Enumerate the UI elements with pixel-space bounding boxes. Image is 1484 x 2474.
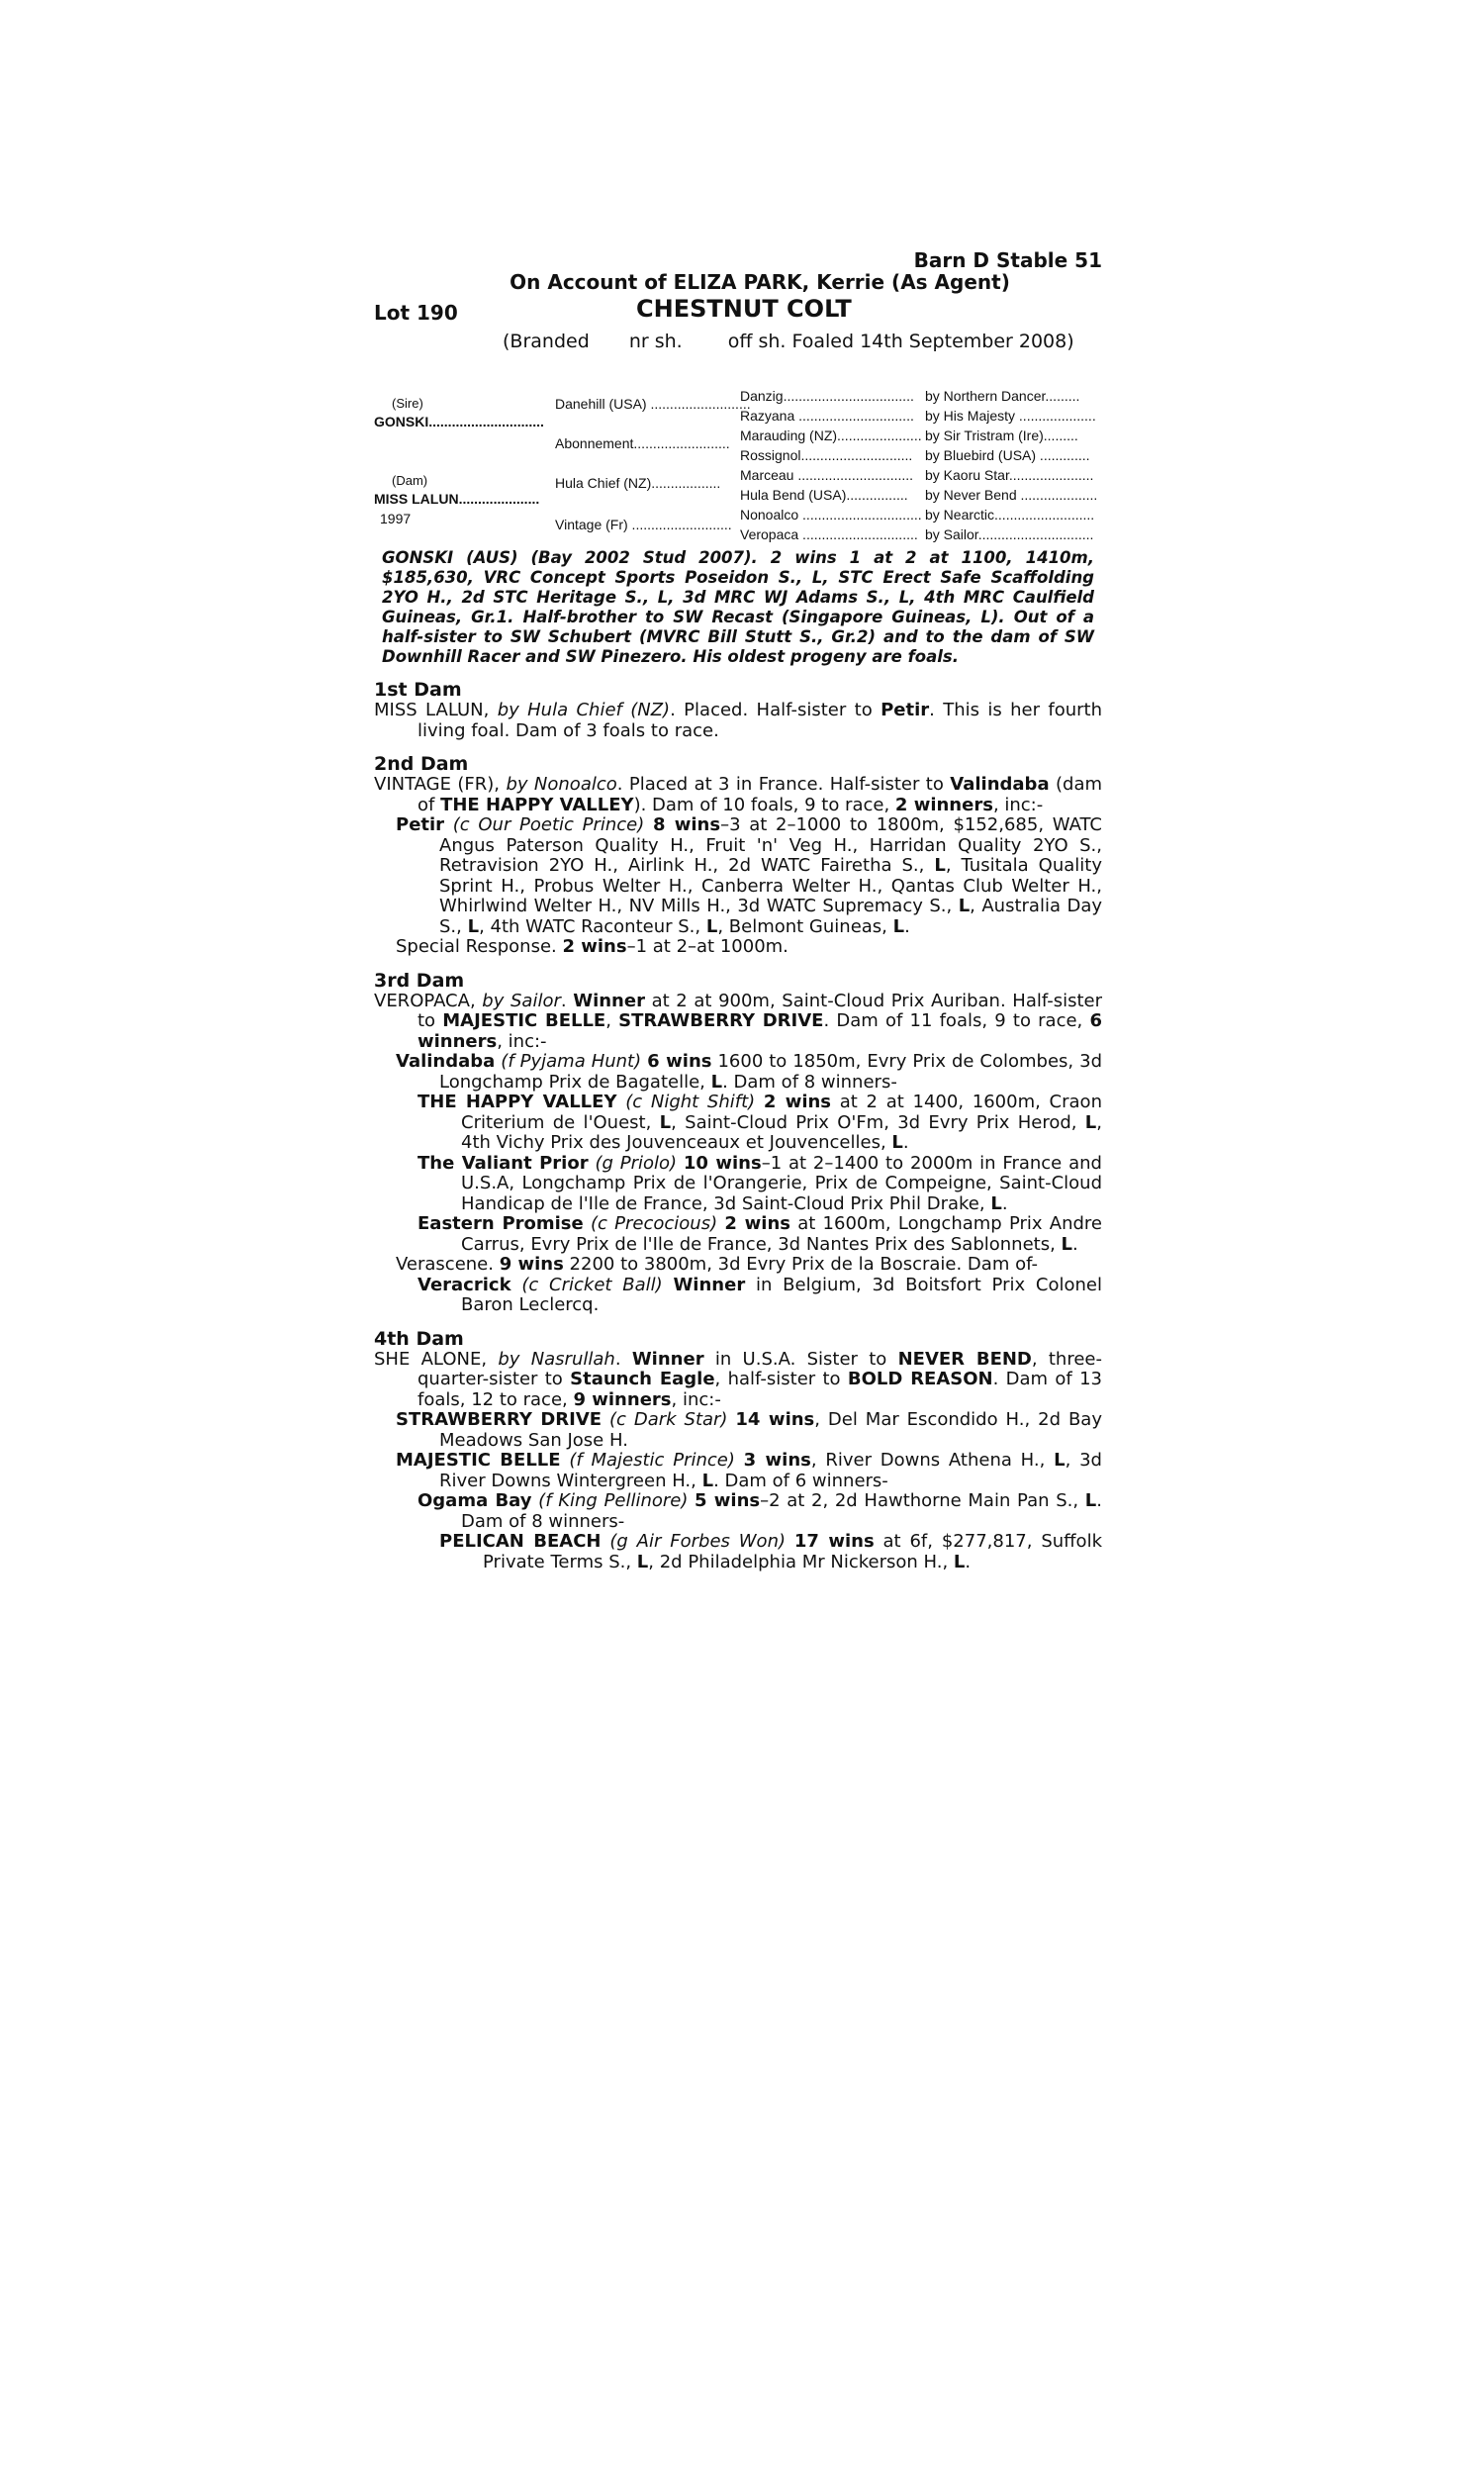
vendor-account: On Account of ELIZA PARK, Kerrie (As Agent) [510,270,1010,294]
dd-dam: Veropaca .............................. [740,526,918,542]
branded-line [503,329,1102,358]
dam-year: 1997 [380,511,412,526]
sire-summary: GONSKI (AUS) (Bay 2002 Stud 2007). 2 wins 1 at 2 at 1100, 1410m, $185,630, VRC Concept Sports Poseidon S., L, STC Erect Safe Scaffolding 2YO H., 2d STC Heritage S., L, 3d MRC WJ Adams S., L, 4th MRC Caulfield Guineas, Gr.1. Half-brother to SW Recast (Singapore Guineas, L). Out of a half-sister to SW Schubert (MVRC Bill Stutt S., Gr.2) and to the dam of SW Downhill Racer and SW Pinezero. His oldest progeny are foals. [382,548,1094,666]
dam-dam: Vintage (Fr) .......................... [555,517,732,532]
sd-dam-by: by Bluebird (USA) ............. [925,447,1090,463]
ds-dam-by: by Never Bend .................... [925,487,1098,503]
third-dam-heading: 3rd Dam [374,969,465,992]
eastern-promise-entry: Eastern Promise (c Precocious) 2 wins at 1600m, Longchamp Prix Andre Carrus, Evry Prix de l'Ile de France, 3d Nantes Prix des Sablonnets, L. [417,1213,1103,1255]
strawberry-drive-entry: STRAWBERRY DRIVE (c Dark Star) 14 wins, Del Mar Escondido H., 2d Bay Meadows San Jose H. [396,1409,1102,1451]
third-dam-section [374,970,1102,1316]
ss-sire-by: by Northern Dancer......... [925,388,1080,404]
ds-dam: Hula Bend (USA)................ [740,487,908,503]
second-dam-text: VINTAGE (FR), by Nonoalco. Placed at 3 in France. Half-sister to Valindaba (dam of THE HAPPY VALLEY). Dam of 10 foals, 9 to race, 2 winners, inc:- [374,774,1103,815]
first-dam-text: MISS LALUN, by Hula Chief (NZ). Placed. Half-sister to Petir. This is her fourth living foal. Dam of 3 foals to race. [374,700,1103,741]
ss-sire: Danzig.................................. [740,388,914,404]
horse-name: CHESTNUT COLT [636,295,852,323]
valindaba-entry: Valindaba (f Pyjama Hunt) 6 wins 1600 to 1850m, Evry Prix de Colombes, 3d Longchamp Prix de Bagatelle, L. Dam of 8 winners- [396,1051,1102,1093]
sd-sire: Marauding (NZ)...................... [740,428,922,443]
sire-dam: Abonnement......................... [555,435,730,451]
ogama-bay-entry: Ogama Bay (f King Pellinore) 5 wins–2 at 2, 2d Hawthorne Main Pan S., L. Dam of 8 winners- [417,1490,1102,1532]
petir-entry: Petir (c Our Poetic Prince) 8 wins–3 at 2–1000 to 1800m, $152,685, WATC Angus Paterson Quality H., Fruit 'n' Veg H., Harridan Quality 2YO S., Retravision 2YO H., Airlink H., 2d WATC Fairetha S., L, Tusitala Quality Sprint H., Probus Welter H., Canberra Welter H., Qantas Club Welter H., Whirlwind Welter H., NV Mills H., 3d WATC Supremacy S., L, Australia Day S., L, 4th WATC Raconteur S., L, Belmont Guineas, L. [396,814,1102,937]
branded-off: off sh. Foaled 14th September 2008) [727,331,1074,352]
third-dam-text: VEROPACA, by Sailor. Winner at 2 at 900m, Saint-Cloud Prix Auriban. Half-sister to MAJESTIC BELLE, STRAWBERRY DRIVE. Dam of 11 foals, 9 to race, 6 winners, inc:- [374,990,1103,1052]
branded-nr: nr sh. [628,331,683,352]
veracrick-entry: Veracrick (c Cricket Ball) Winner in Belgium, 3d Boitsfort Prix Colonel Baron Leclercq. [417,1274,1102,1315]
lot-number: Lot 190 [374,301,458,325]
sd-dam: Rossignol............................. [740,447,913,463]
dd-sire: Nonoalco ............................... [740,507,922,523]
first-dam-heading: 1st Dam [374,679,462,701]
fourth-dam-heading: 4th Dam [374,1327,464,1350]
branded-open: (Branded [503,331,590,352]
second-dam-heading: 2nd Dam [374,753,469,775]
barn-stable: Barn D Stable 51 [913,248,1102,272]
majestic-belle-entry: MAJESTIC BELLE (f Majestic Prince) 3 wins, River Downs Athena H., L, 3d River Downs Wintergreen H., L. Dam of 6 winners- [396,1450,1102,1491]
catalogue-page [374,249,1102,1572]
valiant-prior-entry: The Valiant Prior (g Priolo) 10 wins–1 at 2–1400 to 2000m in France and U.S.A, Longchamp Prix de l'Orangerie, Prix de Compeigne, Saint-Cloud Handicap de l'Ile de France, 3d Saint-Cloud Prix Phil Drake, L. [417,1152,1102,1214]
dd-dam-by: by Sailor.............................. [925,526,1094,542]
happy-valley-entry: THE HAPPY VALLEY (c Night Shift) 2 wins at 2 at 1400, 1600m, Craon Criterium de l'Ouest, L, Saint-Cloud Prix O'Fm, 3d Evry Prix Herod, L, 4th Vichy Prix des Jouvenceaux et Jouvencelles, L. [417,1092,1103,1153]
ss-dam: Razyana .............................. [740,408,914,424]
ds-sire: Marceau .............................. [740,467,914,483]
first-dam-section [374,679,1102,741]
dam-label: (Dam) [392,473,428,488]
dd-sire-by: by Nearctic.......................... [925,507,1095,523]
second-dam-section [374,753,1102,958]
sd-sire-by: by Sir Tristram (Ire)......... [925,428,1078,443]
dam-sire: Hula Chief (NZ).................. [555,475,721,491]
fourth-dam-section [374,1328,1102,1573]
lot-row [374,293,1102,329]
verascene-entry: Verascene. 9 wins 2200 to 3800m, 3d Evry Prix de la Boscraie. Dam of- [396,1254,1038,1275]
sire-label: (Sire) [392,396,423,411]
ss-dam-by: by His Majesty .................... [925,408,1096,424]
sire-name: GONSKI.............................. [374,414,544,429]
special-response-entry: Special Response. 2 wins–1 at 2–at 1000m. [396,936,788,957]
fourth-dam-text: SHE ALONE, by Nasrullah. Winner in U.S.A. Sister to NEVER BEND, three-quarter-sister to Staunch Eagle, half-sister to BOLD REASON. Dam of 13 foals, 12 to race, 9 winners, inc:- [374,1348,1102,1410]
ds-sire-by: by Kaoru Star...................... [925,467,1094,483]
sire-sire: Danehill (USA) .......................... [555,396,751,412]
pedigree-table [374,362,1102,542]
dam-name: MISS LALUN..................... [374,491,540,507]
pelican-beach-entry: PELICAN BEACH (g Air Forbes Won) 17 wins at 6f, $277,817, Suffolk Private Terms S., L, 2d Philadelphia Mr Nickerson H., L. [439,1531,1102,1572]
